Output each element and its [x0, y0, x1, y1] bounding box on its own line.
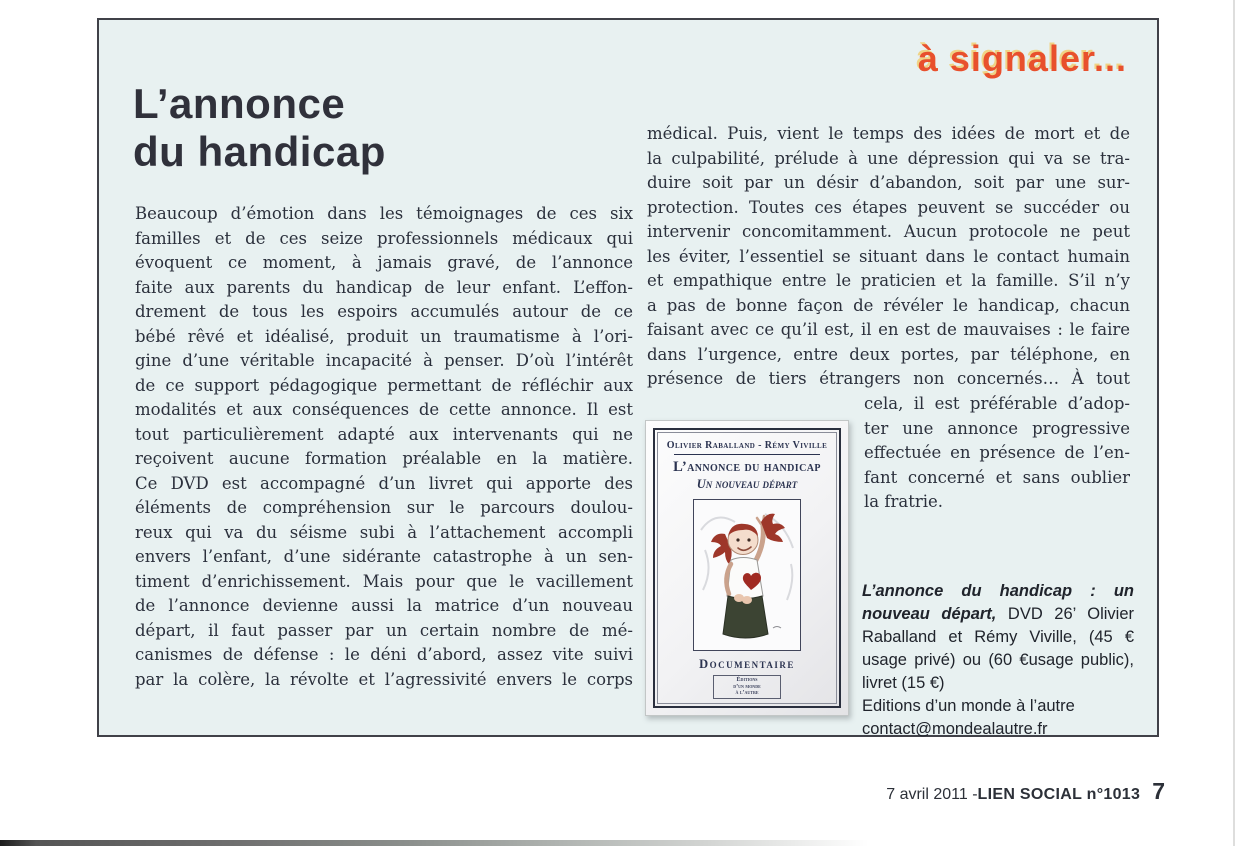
- right-column-narrow: [864, 392, 1130, 515]
- text-line: timent d’enrichissement. Mais pour que le vacillement: [135, 571, 633, 591]
- scan-artifact-right-edge: [1233, 0, 1235, 846]
- dvd-subtitle: Un nouveau départ: [696, 477, 798, 491]
- text-line: la fratrie.: [864, 492, 943, 511]
- text-line: cela, il est préférable d’adop-: [864, 394, 1130, 413]
- scan-artifact-bottom: [0, 840, 905, 846]
- article-title-line: du handicap: [133, 128, 386, 175]
- footer-journal-name: LIEN SOCIAL n°1013: [977, 786, 1141, 803]
- text-line: évoquent ce moment, à jamais gravé, de l’annonce: [135, 253, 633, 272]
- dvd-cover-content: [657, 432, 837, 704]
- text-line: fant concerné et sans oublier: [864, 467, 1130, 487]
- divider: [674, 454, 820, 455]
- text-line: les éviter, l’essentiel se situant dans le contact humain: [647, 246, 1130, 266]
- text-line: et empathique entre le praticien et la famille. S’il n’y: [647, 271, 1130, 290]
- dvd-cover-border: [653, 428, 841, 708]
- text-line: la culpabilité, prélude à une dépression qui va se tra-: [647, 148, 1130, 168]
- caption-email: contact@mondealautre.fr: [862, 720, 1048, 738]
- dvd-authors: Olivier Raballand - Rémy Viville: [666, 440, 828, 451]
- text-line: modalités et aux conséquences de cette annonce. Il est: [135, 400, 633, 419]
- text-line: gine d’une véritable incapacité à penser. D’où l’intérêt: [135, 351, 633, 370]
- text-line: éléments de compréhension sur le parcours doulou-: [135, 498, 633, 517]
- dvd-illustration-frame: [693, 499, 801, 651]
- text-line: de ce support pédagogique permettant de réfléchir aux: [135, 375, 633, 395]
- text-line: ter une annonce progressive: [864, 418, 1130, 438]
- section-header: à signaler...: [917, 38, 1127, 79]
- text-line: duire soit par un désir d’abandon, soit par une sur-: [647, 173, 1130, 192]
- text-line: canismes de défense : le déni d’abord, assez vite suivi: [135, 645, 633, 664]
- text-line: effectuée en présence de l’en-: [864, 443, 1130, 462]
- caption-text: [862, 580, 1134, 695]
- dvd-genre: Documentaire: [699, 657, 795, 671]
- text-line: médical. Puis, vient le temps des idées de mort et de: [647, 124, 1130, 143]
- article-title-line: L’annonce: [133, 80, 346, 127]
- text-line: départ, il faut passer par un certain nombre de mé-: [135, 620, 633, 640]
- text-line: envers l’enfant, d’une sidérante catastrophe à un sen-: [135, 547, 633, 566]
- caption-title: L’annonce du handicap : un nouveau départ,: [862, 582, 1134, 623]
- caption-body: DVD 26’ Olivier Raballand et Rémy Viville, (45 € usage privé) ou (60 €usage public), livret (15 €): [862, 605, 1134, 692]
- text-line: familles et de ces seize professionnels médicaux qui: [135, 228, 633, 248]
- footer-date: 7 avril 2011 -: [886, 786, 978, 803]
- girl-illustration: [695, 500, 799, 648]
- text-line: tout particulièrement adapté aux intervenants qui ne: [135, 424, 633, 444]
- text-line: reux qui va du séisme subi à l’attachement accompli: [135, 522, 633, 542]
- text-line: protection. Toutes ces étapes peuvent se succéder ou: [647, 197, 1130, 217]
- text-line: Beaucoup d’émotion dans les témoignages de ces six: [135, 204, 633, 223]
- dvd-publisher-logo: [713, 675, 781, 699]
- text-line: présence de tiers étrangers non concernés… À tout: [647, 369, 1130, 388]
- dvd-publisher-line: d’un monde: [733, 683, 761, 690]
- text-line: Ce DVD est accompagné d’un livret qui apporte des: [135, 473, 633, 493]
- text-line: de l’annonce devienne aussi la matrice d’un nouveau: [135, 596, 633, 615]
- right-column: [647, 122, 1130, 392]
- footer-page-number: 7: [1152, 778, 1165, 804]
- caption-block: [862, 580, 1134, 741]
- text-line: reçoivent aucune formation préalable en la matière.: [135, 449, 633, 468]
- text-line: a pas de bonne façon de révéler le handicap, chacun: [647, 295, 1130, 315]
- dvd-publisher-line: Éditions: [736, 677, 758, 683]
- text-line: dans l’urgence, entre deux portes, par téléphone, en: [647, 344, 1130, 364]
- text-line: intervenir concomitamment. Aucun protocole ne peut: [647, 222, 1130, 241]
- article-title: [133, 80, 386, 176]
- left-column: [135, 202, 633, 692]
- page-footer: [886, 778, 1165, 805]
- text-line: par la colère, la révolte et l’agressivité envers le corps: [135, 669, 633, 689]
- text-line: drement de tous les espoirs accumulés autour de ce: [135, 302, 633, 321]
- dvd-cover-image: [645, 420, 849, 716]
- article-container: [97, 18, 1159, 737]
- text-line: bébé rêvé et idéalisé, produit un traumatisme à l’ori-: [135, 326, 633, 346]
- dvd-publisher-line: à l’autre: [735, 690, 759, 696]
- text-line: faite aux parents du handicap de leur enfant. L’effon-: [135, 277, 633, 297]
- dvd-title: L’annonce du handicap: [673, 459, 821, 475]
- text-line: faisant avec ce qu’il est, il en est de mauvaises : le faire: [647, 320, 1130, 339]
- caption-publisher: Editions d’un monde à l’autre: [862, 697, 1075, 715]
